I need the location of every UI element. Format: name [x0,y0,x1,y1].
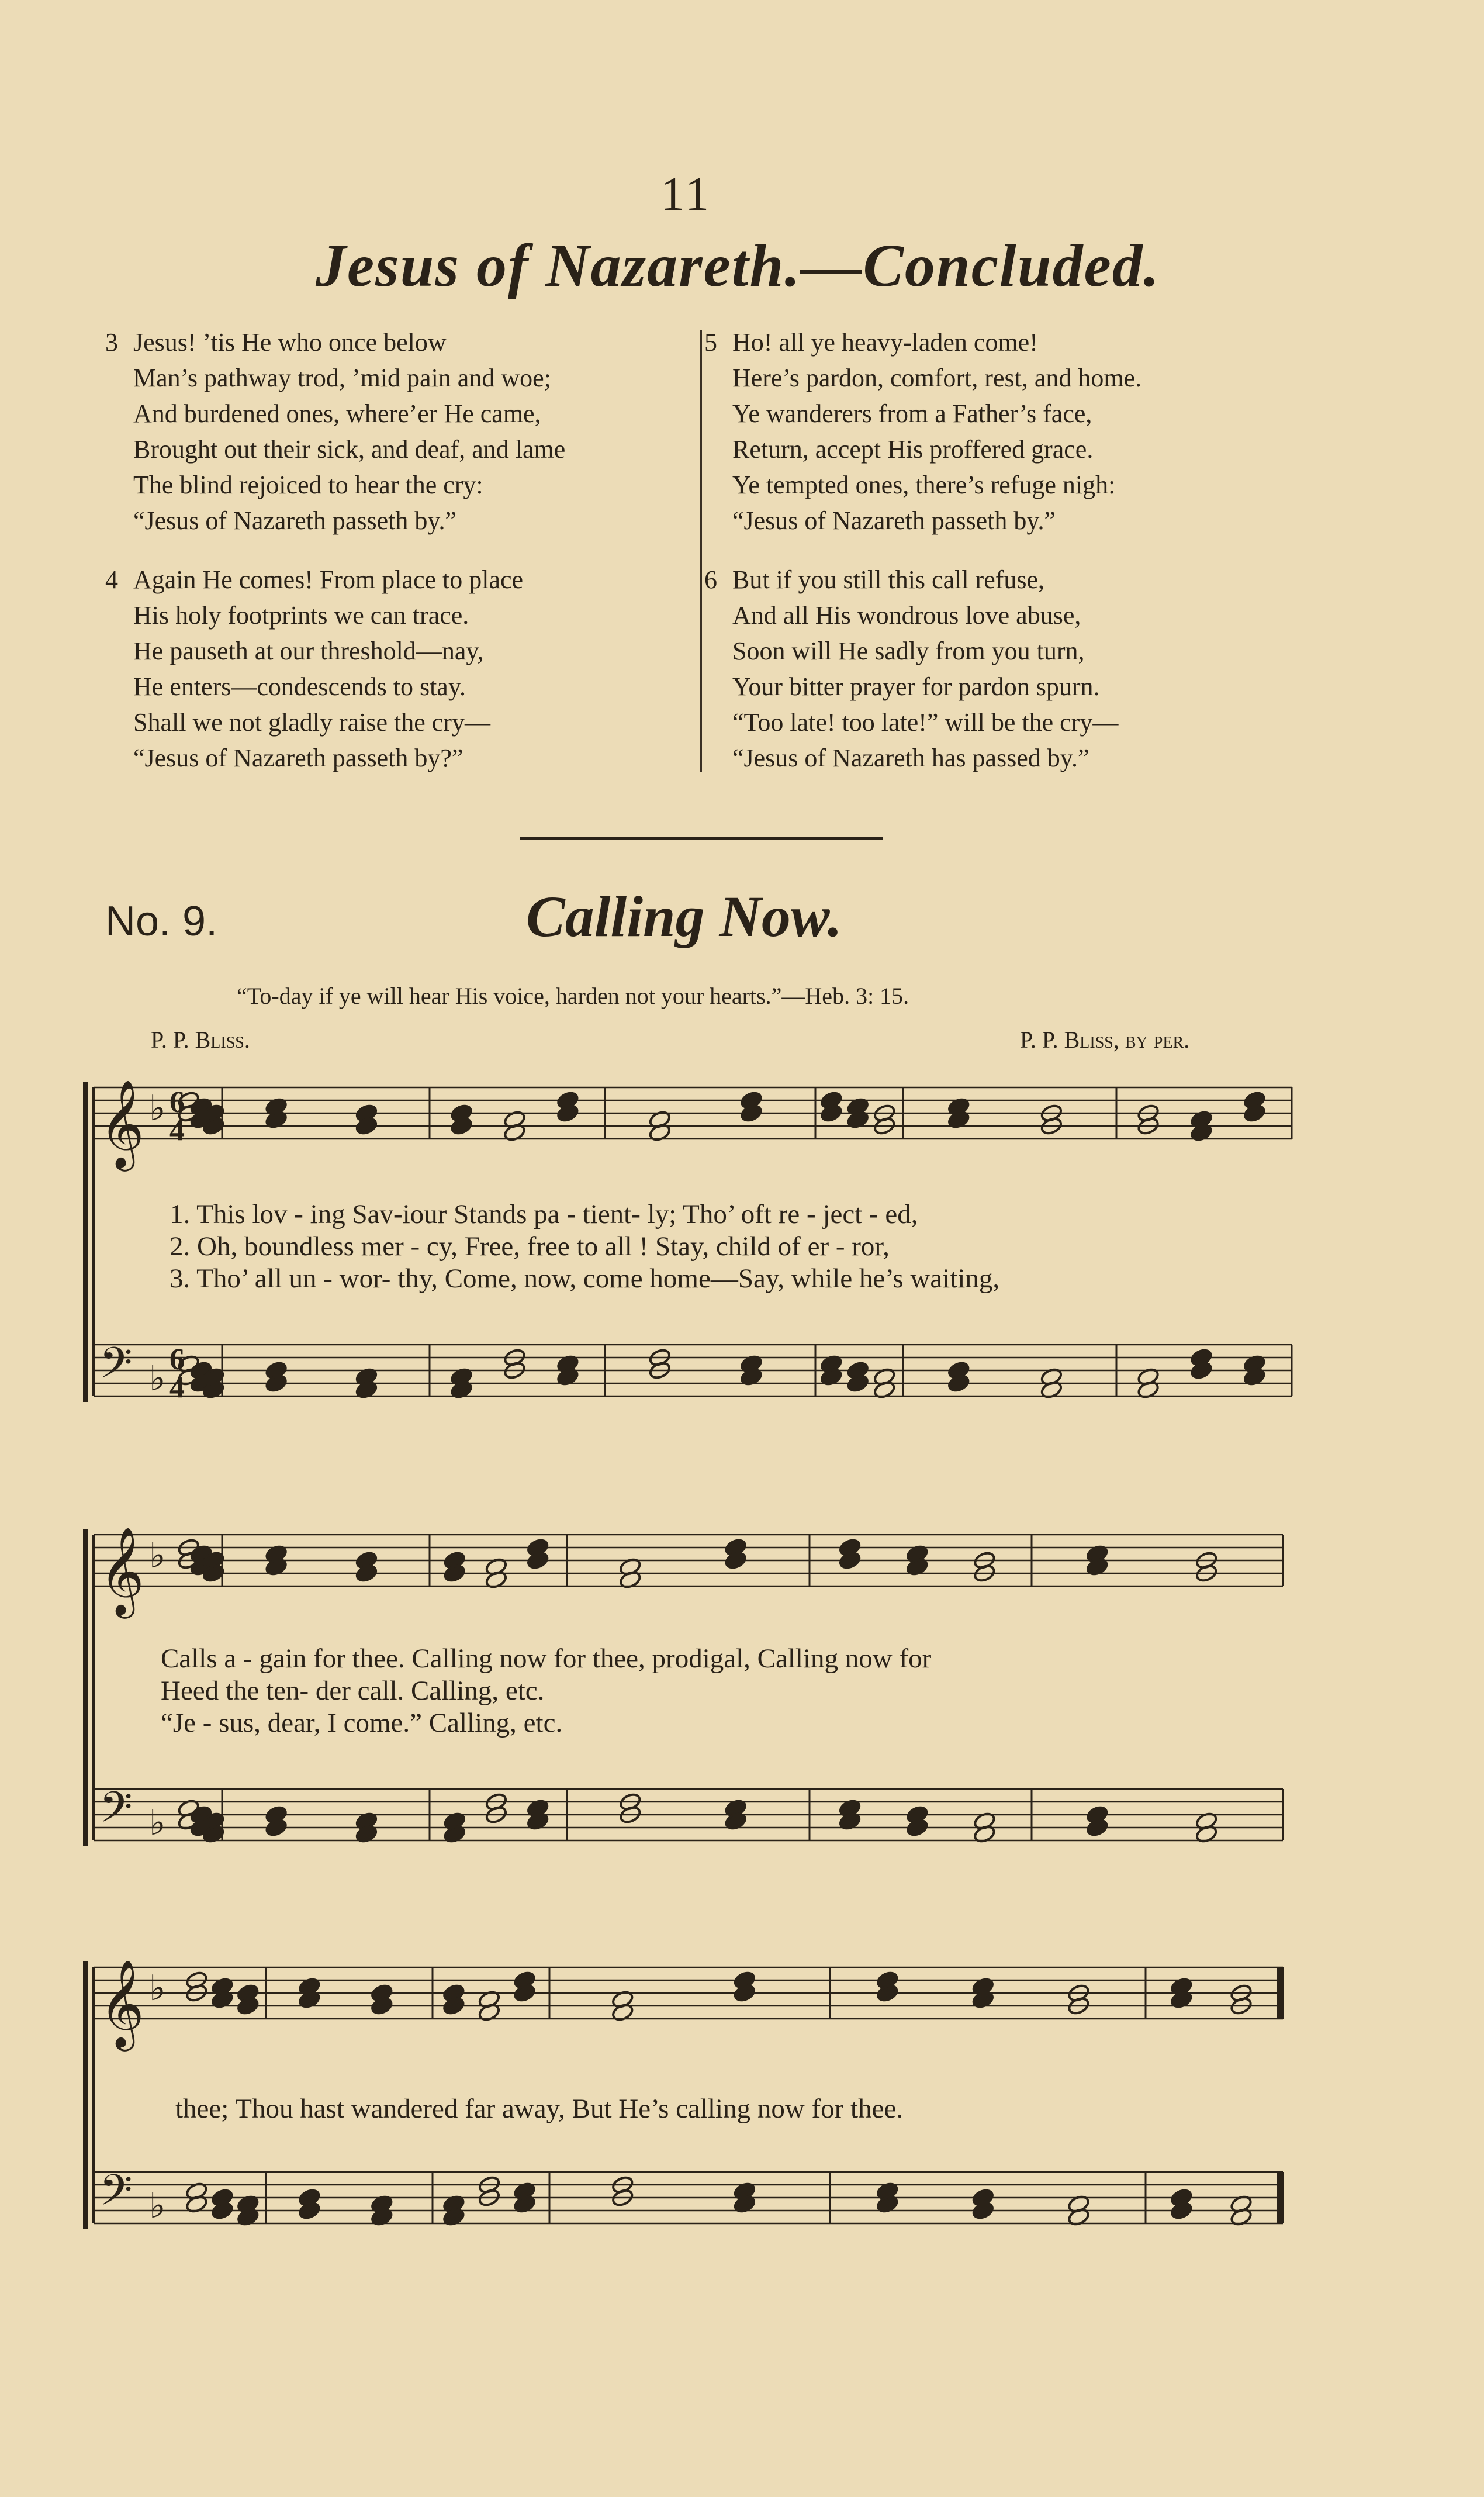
song-number: No. 9. [105,898,218,945]
verse-line: The blind rejoiced to hear the cry: [133,471,483,499]
lyric-line: 3. Tho’ all un - wor- thy, Come, now, come home—Say, while he’s waiting, [169,1263,1000,1294]
lyric-line: Calls a - gain for thee. Calling now for thee, prodigal, Calling now for [161,1643,932,1674]
verse-line: And all His wondrous love abuse, [732,601,1081,630]
bass-clef-icon: 𝄢 [99,2165,133,2225]
verse-line: Man’s pathway trod, ’mid pain and woe; [133,364,551,392]
song-title: Calling Now. [526,884,842,949]
flat-key-signature-icon: ♭ [149,1358,166,1399]
flat-key-signature-icon: ♭ [149,1968,166,2009]
verse-line: His holy footprints we can trace. [133,601,469,630]
verse-line: Jesus! ’tis He who once below [133,328,447,357]
scripture-epigraph: “To-day if ye will hear His voice, harden not your hearts.”—Heb. 3: 15. [237,983,909,1009]
page-number: 11 [660,167,711,220]
flat-key-signature-icon: ♭ [149,1535,166,1576]
verse-line: He enters—condescends to stay. [133,672,466,701]
verse-line: But if you still this call refuse, [732,565,1045,594]
copyright-credit: P. P. Bliss, by per. [1020,1027,1190,1053]
lyric-line: 1. This lov - ing Sav-iour Stands pa - tient- ly; Tho’ oft re - ject - ed, [169,1199,918,1229]
verse-number: 4 [105,565,118,594]
verse-line: Brought out their sick, and deaf, and lame [133,435,566,464]
verse-number: 3 [105,328,118,357]
flat-key-signature-icon: ♭ [149,1802,166,1843]
final-barline [1277,1967,1283,2019]
verse-line: Here’s pardon, comfort, rest, and home. [732,364,1142,392]
time-signature-bottom: 4 [169,1371,185,1404]
bass-clef-icon: 𝄢 [99,1782,133,1842]
time-signature-top: 6 [169,1086,185,1119]
verse-line: Ye tempted ones, there’s refuge nigh: [732,471,1116,499]
treble-clef-icon: 𝄞 [99,1526,144,1615]
time-signature-top: 6 [169,1343,185,1376]
lyric-line: Heed the ten- der call. Calling, etc. [161,1676,545,1706]
verse-line: “Jesus of Nazareth has passed by.” [732,744,1089,772]
verse-line: “Too late! too late!” will be the cry— [732,708,1119,737]
hymn-title-continued: Jesus of Nazareth.—Concluded. [316,232,1160,299]
lyric-line: 2. Oh, boundless mer - cy, Free, free to all ! Stay, child of er - ror, [169,1231,890,1262]
bass-clef-icon: 𝄢 [99,1338,133,1398]
verse-line: And burdened ones, where’er He came, [133,399,541,428]
verse-number: 6 [704,565,717,594]
flat-key-signature-icon: ♭ [149,2185,166,2226]
verse-line: Ye wanderers from a Father’s face, [732,399,1092,428]
composer-credit: P. P. Bliss. [151,1027,250,1053]
lyric-line: “Je - sus, dear, I come.” Calling, etc. [161,1708,563,1738]
verse-line: Shall we not gladly raise the cry— [133,708,490,737]
lyric-line: thee; Thou hast wandered far away, But He’s calling now for thee. [175,2094,904,2124]
verse-line: Return, accept His proffered grace. [732,435,1094,464]
flat-key-signature-icon: ♭ [149,1088,166,1129]
verse-line: He pauseth at our threshold—nay, [133,637,484,665]
time-signature-bottom: 4 [169,1114,185,1147]
verse-line: Your bitter prayer for pardon spurn. [732,672,1100,701]
final-barline [1277,2172,1283,2223]
verse-line: Ho! all ye heavy-laden come! [732,328,1038,357]
verse-line: Again He comes! From place to place [133,565,524,594]
treble-clef-icon: 𝄞 [99,1079,144,1168]
verse-number: 5 [704,328,717,357]
verse-line: Soon will He sadly from you turn, [732,637,1085,665]
verse-line: “Jesus of Nazareth passeth by.” [133,506,457,535]
verse-line: “Jesus of Nazareth passeth by.” [732,506,1056,535]
verse-line: “Jesus of Nazareth passeth by?” [133,744,463,772]
treble-clef-icon: 𝄞 [99,1959,144,2047]
